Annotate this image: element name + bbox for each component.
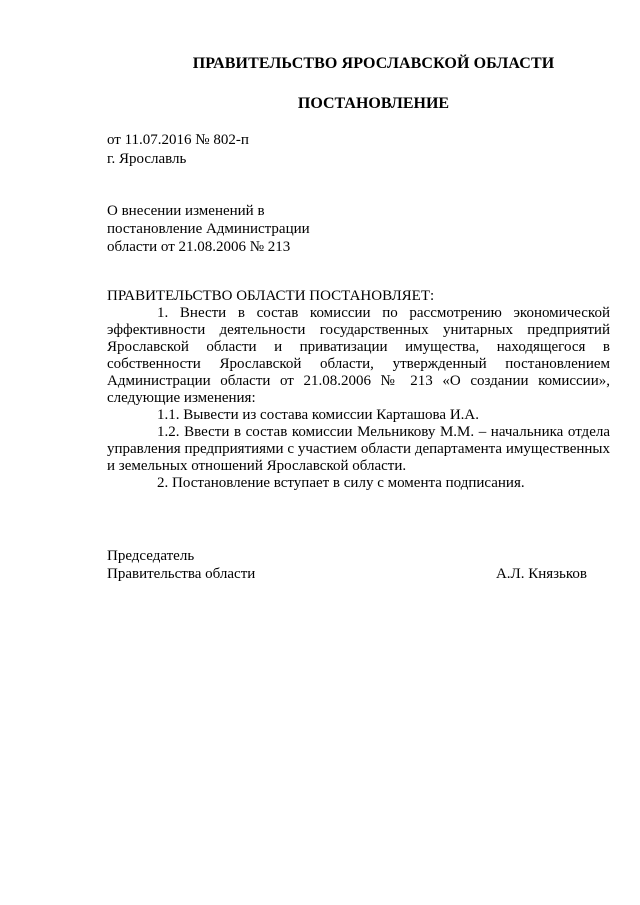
paragraph-item-2: 2. Постановление вступает в силу с момента подписания. bbox=[157, 475, 525, 491]
government-title: ПРАВИТЕЛЬСТВО ЯРОСЛАВСКОЙ ОБЛАСТИ bbox=[192, 55, 555, 72]
document-subject bbox=[107, 202, 310, 256]
date-number: от 11.07.2016 № 802-п bbox=[107, 132, 249, 148]
paragraph-item-1: 1. Внести в состав комиссии по рассмотрению экономической эффективности деятельности государственных унитарных предприятий Ярославской области и приватизации имущества, находящегося в собственности Ярославской области, утвержденный постановлением Администрации области от 21.08.2006 № 213 «О создании комиссии», следующие изменения: bbox=[107, 305, 610, 406]
document-body bbox=[107, 288, 610, 492]
subject-line-1: О внесении изменений в bbox=[107, 203, 265, 219]
signatory-name: А.Л. Князьков bbox=[495, 566, 587, 582]
preamble: ПРАВИТЕЛЬСТВО ОБЛАСТИ ПОСТАНОВЛЯЕТ: bbox=[107, 288, 435, 304]
document-type-title: ПОСТАНОВЛЕНИЕ bbox=[297, 95, 450, 112]
paragraph-item-1-1: 1.1. Вывести из состава комиссии Карташова И.А. bbox=[157, 407, 479, 423]
subject-line-3: области от 21.08.2006 № 213 bbox=[107, 239, 291, 255]
paragraph-item-1-2: 1.2. Ввести в состав комиссии Мельникову М.М. – начальника отдела управления предприятиями с участием области департамента имущественных и земельных отношений Ярославской области. bbox=[107, 424, 610, 474]
signature-position-line-1: Председатель bbox=[107, 548, 195, 564]
document-meta bbox=[107, 131, 249, 169]
city: г. Ярославль bbox=[107, 151, 187, 167]
signature-row bbox=[107, 565, 587, 583]
signature-position-line-2: Правительства области bbox=[107, 566, 256, 582]
subject-line-2: постановление Администрации bbox=[107, 221, 310, 237]
signature-block bbox=[107, 547, 587, 583]
